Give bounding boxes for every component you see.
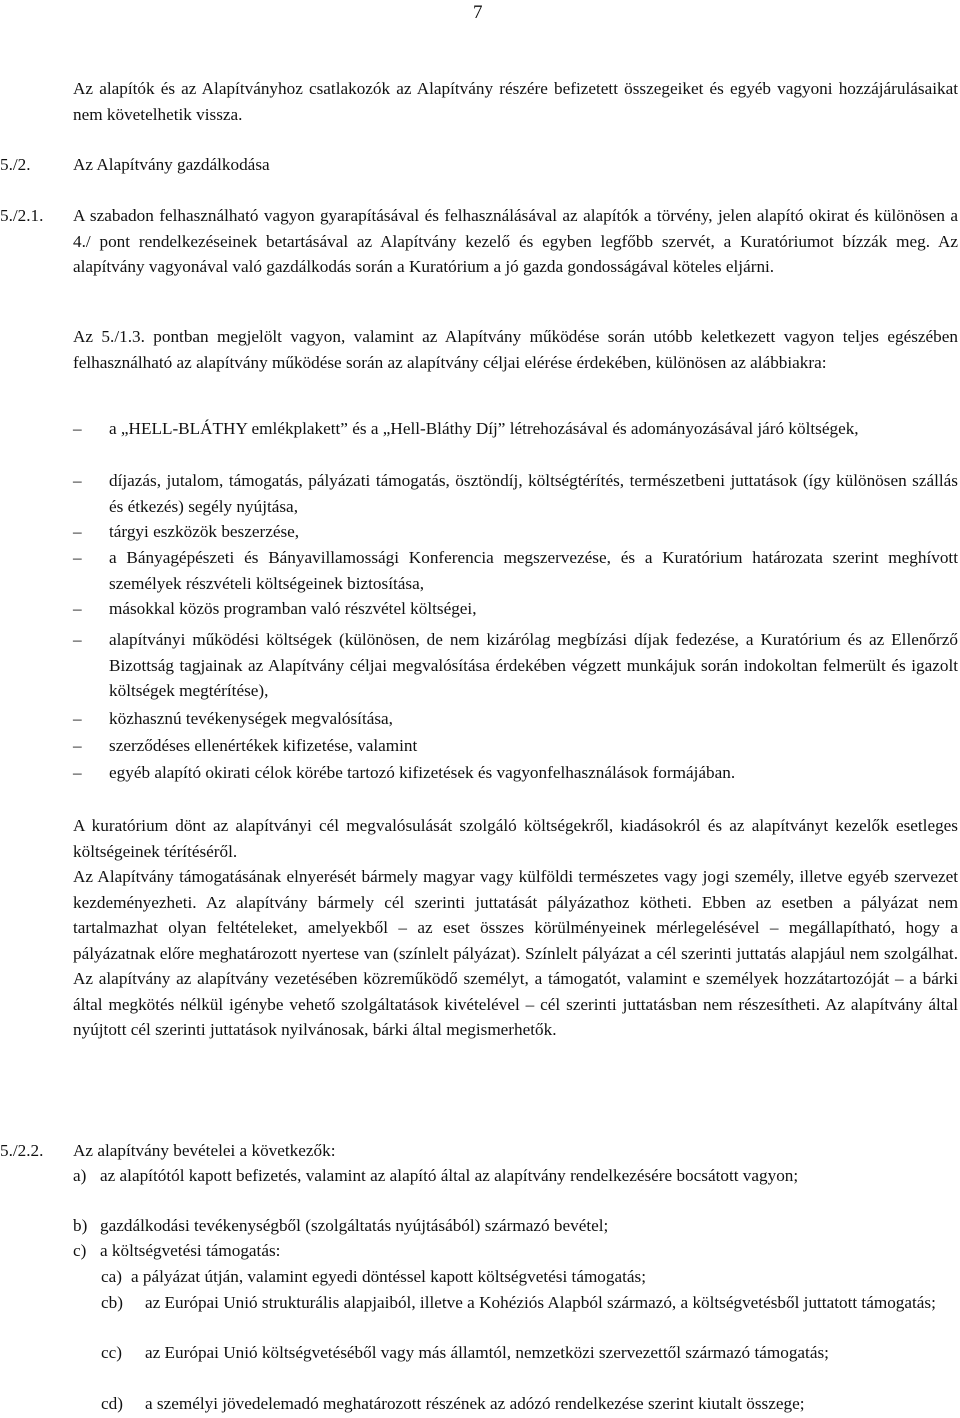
intro-paragraph: Az alapítók és az Alapítványhoz csatlakozók az Alapítvány részére befizetett összegeiket és egyéb vagyoni hozzájárulásaikat nem követelhetik vissza. — [73, 79, 958, 124]
list-item-text: alapítványi működési költségek (különösen, de nem kizárólag megbízási díjak fedezése, a Kuratórium és az Ellenőrző Bizottság tagjainak az Alapítvány céljai megvalósítása érdekében végzett munkájuk során indokoltan felmerült és igazolt költségek megtérítése), — [109, 630, 958, 700]
list-item-label: cb) — [101, 1293, 123, 1312]
list-item — [101, 1391, 958, 1418]
list-item-text: a költségvetési támogatás: — [100, 1241, 281, 1260]
list-item-text: másokkal közös programban való részvétel költségei, — [109, 599, 477, 618]
list-item-text: az Európai Unió strukturális alapjaiból, illetve a Kohéziós Alapból származó, a költségvetésből juttatott támogatás; — [145, 1293, 936, 1312]
dash-icon: – — [73, 630, 82, 649]
dash-icon: – — [73, 522, 82, 541]
dash-icon: – — [73, 763, 82, 782]
list-item-label: c) — [73, 1241, 87, 1260]
subsection-1-para2: Az 5./1.3. pontban megjelölt vagyon, valamint az Alapítvány működése során utóbb keletkezett vagyon teljes egészében felhasználható az alapítvány működése során az alapítvány céljai elérése érdekében, különösen az alábbiakra: — [73, 327, 958, 372]
list-item-label: ca) — [101, 1267, 122, 1286]
list-item-text: a „HELL-BLÁTHY emlékplakett” és a „Hell-Bláthy Díj” létrehozásával és adományozásával járó költségek, — [109, 419, 859, 438]
list-item-label: a) — [73, 1166, 87, 1185]
subsection-1-para4: Az Alapítvány támogatásának elnyerését bármely magyar vagy külföldi természetes vagy jogi személy, illetve egyéb szervezet kezdeményezheti. Az alapítvány bármely cél szerinti juttatását pályázathoz kötheti. Ebben az esetben a pályázat nem tartalmazhat olyan feltételeket, amelyekből – az eset összes körülményeinek mérlegelésével – megállapítható, hogy a pályázatnak előre meghatározott nyertese van (színlelt pályázat). Színlelt pályázat a cél szerinti juttatás alapjául nem szolgálhat. Az alapítvány az alapítvány vezetésében közreműködő személyt, a támogatót, valamint e személyek hozzátartozóját – a bárki által megkötés nélkül igénybe vehető szolgáltatások kivételével – cél szerinti juttatásban nem részesítheti. Az alapítvány által nyújtott cél szerinti juttatások nyilvánosak, bárki által megismerhetők. — [73, 867, 958, 1039]
subsection-1-text: A szabadon felhasználható vagyon gyarapításával és felhasználásával az alapítók a törvény, jelen alapító okirat és különösen a 4./ pont rendelkezéseinek betartásával az Alapítvány kezelő és egyben legfőbb szervét, a Kuratóriumot bízzák meg. Az alapítvány vagyonával való gazdálkodás során a Kuratórium a jó gazda gondosságával köteles eljárni. — [73, 206, 958, 276]
list-item-label: b) — [73, 1216, 88, 1235]
list-item-text: gazdálkodási tevékenységből (szolgáltatás nyújtásából) származó bevétel; — [100, 1216, 609, 1235]
list-item-text: egyéb alapító okirati célok körébe tartozó kifizetések és vagyonfelhasználások formájában. — [109, 763, 736, 782]
subsection-2-title: Az alapítvány bevételei a következők: — [73, 1141, 336, 1160]
dash-icon: – — [73, 599, 82, 618]
dash-icon: – — [73, 419, 82, 438]
section-title: Az Alapítvány gazdálkodása — [73, 155, 270, 174]
dash-icon: – — [73, 548, 82, 567]
list-item-text: díjazás, jutalom, támogatás, pályázati támogatás, ösztöndíj, költségtérítés, természetbeni juttatások (így különösen szállás és étkezés) segély nyújtása, — [109, 471, 958, 516]
list-item-text: az alapítótól kapott befizetés, valamint az alapító által az alapítvány rendelkezésére bocsátott vagyon; — [100, 1166, 799, 1185]
list-item-text: közhasznú tevékenységek megvalósítása, — [109, 709, 393, 728]
list-item-text: az Európai Unió költségvetéséből vagy más államtól, nemzetközi szervezettől származó támogatás; — [145, 1343, 829, 1362]
subsection-number-1: 5./2.1. — [0, 206, 44, 225]
list-item-text: a személyi jövedelemadó meghatározott részének az adózó rendelkezése szerint kiutalt összege; — [145, 1394, 805, 1413]
section-number: 5./2. — [0, 155, 31, 174]
list-item-label: cc) — [101, 1343, 122, 1362]
dash-icon: – — [73, 736, 82, 755]
list-item-text: a Bányagépészeti és Bányavillamossági Konferencia megszervezése, és a Kuratórium határozata szerint meghívott személyek részvételi költségeinek biztosítása, — [109, 548, 958, 593]
list-item-text: a pályázat útján, valamint egyedi döntéssel kapott költségvetési támogatás; — [131, 1267, 646, 1286]
list-item-text: tárgyi eszközök beszerzése, — [109, 522, 300, 541]
subsection-1-para3: A kuratórium dönt az alapítványi cél megvalósulását szolgáló költségekről, kiadásokról és az alapítványt kezelők esetleges költségeinek térítéséről. — [73, 816, 958, 861]
list-item-label: cd) — [101, 1394, 123, 1413]
dash-icon: – — [73, 471, 82, 490]
list-item-text: szerződéses ellenértékek kifizetése, valamint — [109, 736, 418, 755]
dash-icon: – — [73, 709, 82, 728]
page-number: 7 — [473, 2, 483, 23]
subsection-number-2: 5./2.2. — [0, 1141, 44, 1160]
